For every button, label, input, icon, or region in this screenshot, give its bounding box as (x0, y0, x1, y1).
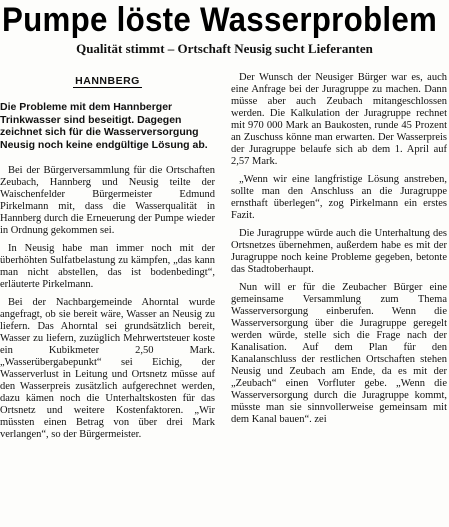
body-paragraph: Bei der Nachbargemeinde Ahorntal wurde angefragt, ob sie bereit wäre, Wasser an Neusig zu liefern. Das Ahorntal sei grundsätzlich bereit, Wasser zu liefern, zuzüglich Mehrwertsteuer koste ein Kubikmeter 2,50 Mark. „Wasserübergabepunkt“ sei Eichig, der Wasserverlust in Leitung und Ortsnetz müsse auf den Wasserpreis zusätzlich aufgerechnet werden, dazu kämen noch die Unterhaltskosten für das Ortsnetz und weitere Kostenfaktoren. „Wir müssten einen Betrag von über drei Mark verlangen“, so der Bürgermeister. (0, 297, 215, 440)
left-column (0, 72, 215, 441)
right-column (231, 72, 447, 426)
article-headline: Pumpe löste Wasserproblem (2, 1, 438, 39)
article-subheadline: Qualität stimmt – Ortschaft Neusig sucht Lieferanten (76, 41, 373, 56)
body-paragraph: Bei der Bürgerversammlung für die Ortschaften Zeubach, Hannberg und Neusig teilte der Waischenfelder Bürgermeister Edmund Pirkelmann mit, dass die Wasserqualität in Hannberg durch die Erneuerung der Pumpe wieder in Ordnung gekommen sei. (0, 165, 215, 236)
body-paragraph: „Wenn wir eine langfristige Lösung anstreben, sollte man den Anschluss an die Juragruppe ernsthaft überlegen“, zog Pirkelmann ein erstes Fazit. (231, 174, 447, 221)
dateline-text: HANNBERG (75, 75, 140, 87)
body-paragraph: Nun will er für die Zeubacher Bürger eine gemeinsame Versammlung zum Thema Wasserversorgung einberufen. Wenn die Wasserversorgung über die Juragruppe geregelt werden würde, stelle sich die Frage nach der Kanalisation. Auf dem Plan für den Kanalanschluss der restlichen Ortschaften stehen Neusig und Zeubach am Ende, da es mit der „Zeubach“ einen Vorfluter gebe. „Wenn die Wasserversorgung durch die Juragruppe kommt, müsste man sie sinnvollerweise gemeinsam mit dem Kanal bauen“. zei (231, 282, 447, 425)
body-paragraph: Der Wunsch der Neusiger Bürger war es, auch eine Anfrage bei der Juragruppe zu machen. Dann müsse aber auch Zeubach mitangeschlossen werden. Die Kalkulation der Juragruppe rechnet mit 970 000 Mark an Baukosten, runde 45 Prozent an Zuschuss könne man erwarten. Der Wasserpreis der Juragruppe belaufe sich ab dem 1. April auf 2,57 Mark. (231, 72, 447, 167)
body-paragraph: Die Juragruppe würde auch die Unterhaltung des Ortsnetzes übernehmen, außerdem habe es mit der Juragruppe noch keine Probleme gegeben, betonte das Stadtoberhaupt. (231, 228, 447, 275)
article-lead: Die Probleme mit dem Hannberger Trinkwasser sind beseitigt. Dagegen zeichnet sich für die Wasserversorgung Neusig noch keine endgültige Lösung ab. (0, 101, 208, 151)
dateline (0, 75, 215, 87)
body-paragraph: In Neusig habe man immer noch mit der überhöhten Sulfatbelastung zu kämpfen, „das kann man nicht abstellen, das ist bodenbedingt“, erläuterte Pirkelmann. (0, 243, 215, 290)
